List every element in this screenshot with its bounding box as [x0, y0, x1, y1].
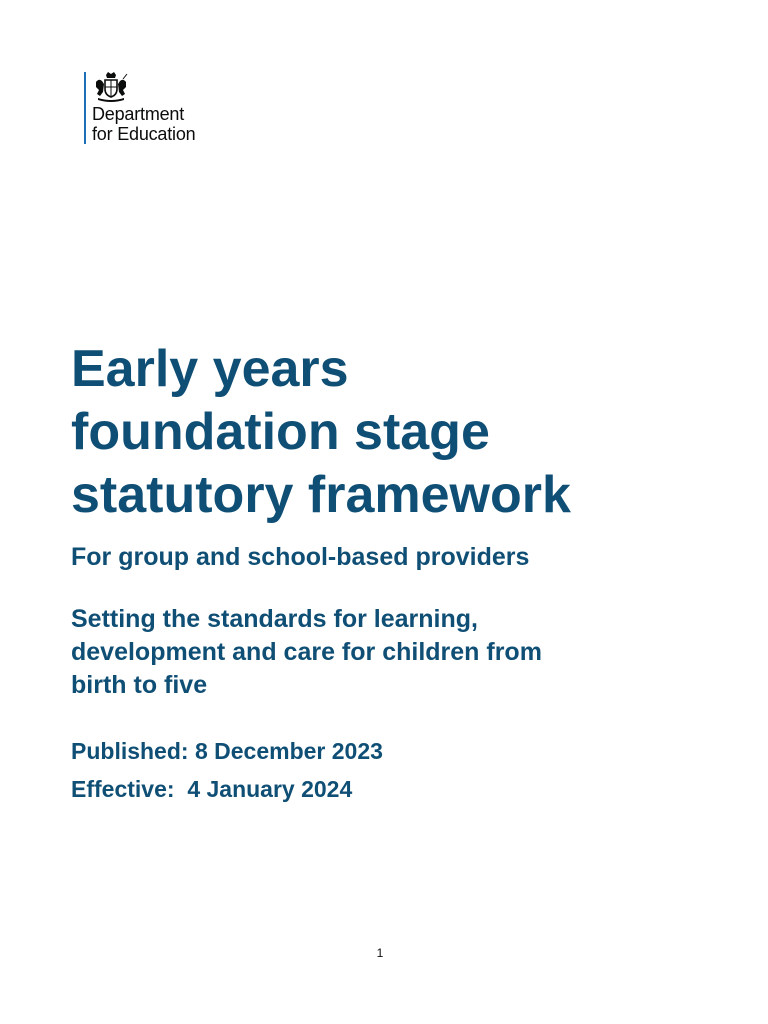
summary-line: development and care for children from [71, 638, 542, 666]
logo-line-for-education: for Education [92, 124, 196, 144]
published-date: Published: 8 December 2023 [71, 738, 383, 764]
document-title [71, 338, 731, 527]
logo-line-department: Department [92, 104, 185, 124]
summary-line: Setting the standards for learning, [71, 605, 478, 633]
document-summary [71, 603, 711, 702]
logo-body [92, 72, 195, 144]
title-line: foundation stage [71, 403, 490, 461]
effective-date: Effective: 4 January 2024 [71, 776, 353, 802]
royal-coat-of-arms-icon [92, 72, 130, 102]
department-logo [84, 72, 195, 144]
document-dates [71, 732, 383, 808]
title-line: statutory framework [71, 466, 571, 524]
logo-rule [84, 72, 86, 144]
title-line: Early years [71, 340, 349, 398]
summary-line: birth to five [71, 671, 208, 699]
document-subtitle: For group and school-based providers [71, 543, 530, 571]
page-number: 1 [376, 946, 384, 960]
